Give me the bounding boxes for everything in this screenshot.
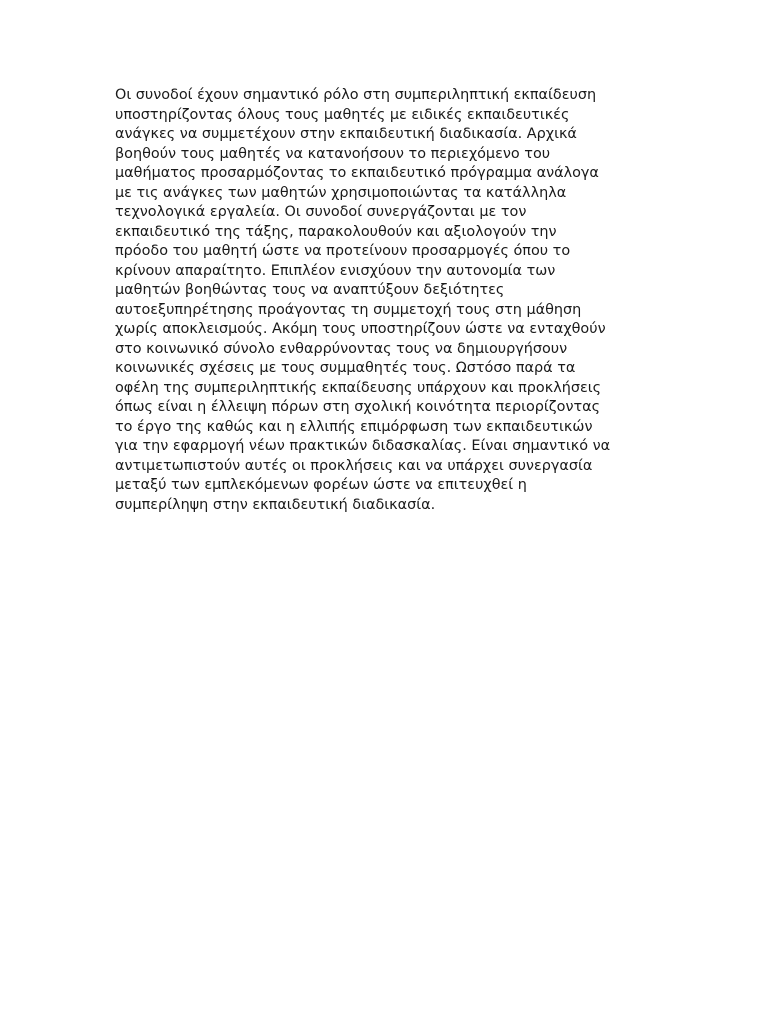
paragraph-line: μαθήματος προσαρμόζοντας το εκπαιδευτικό πρόγραμμα ανάλογα (115, 165, 599, 181)
paragraph-line: Οι συνοδοί έχουν σημαντικό ρόλο στη συμπεριληπτική εκπαίδευση (115, 87, 597, 103)
paragraph-line: στο κοινωνικό σύνολο ενθαρρύνοντας τους να δημιουργήσουν (115, 340, 568, 357)
paragraph-line: μαθητών βοηθώντας τους να αναπτύξουν δεξιότητες (115, 282, 505, 298)
paragraph-line: κοινωνικές σχέσεις με τους συμμαθητές τους. Ωστόσο παρά τα (115, 360, 576, 376)
paragraph-line: αυτοεξυπηρέτησης προάγοντας τη συμμετοχή τους στη μάθηση (115, 301, 582, 318)
paragraph-line: αντιμετωπιστούν αυτές οι προκλήσεις και να υπάρχει συνεργασία (115, 457, 593, 474)
paragraph-line: τεχνολογικά εργαλεία. Οι συνοδοί συνεργάζονται με τον (115, 204, 527, 220)
paragraph-line: με τις ανάγκες των μαθητών χρησιμοποιώντας τα κατάλληλα (115, 184, 567, 201)
paragraph-line: όπως είναι η έλλειψη πόρων στη σχολική κοινότητα περιορίζοντας (115, 399, 601, 415)
paragraph-line: βοηθούν τους μαθητές να κατανοήσουν το περιεχόμενο του (115, 145, 551, 162)
paragraph-line: πρόοδο του μαθητή ώστε να προτείνουν προσαρμογές όπου το (115, 243, 571, 259)
paragraph-line: μεταξύ των εμπλεκόμενων φορέων ώστε να επιτευχθεί η (115, 477, 527, 493)
paragraph-line: ανάγκες να συμμετέχουν στην εκπαιδευτική διαδικασία. Αρχικά (115, 126, 577, 142)
paragraph-line: υποστηρίζοντας όλους τους μαθητές με ειδικές εκπαιδευτικές (115, 106, 570, 123)
paragraph-line: εκπαιδευτικό της τάξης, παρακολουθούν και αξιολογούν την (115, 223, 557, 240)
paragraph-line: κρίνουν απαραίτητο. Επιπλέον ενισχύουν την αυτονομία των (115, 262, 556, 279)
paragraph-line: για την εφαρμογή νέων πρακτικών διδασκαλίας. Είναι σημαντικό να (115, 438, 611, 454)
body-paragraph (115, 86, 655, 515)
paragraph-line: συμπερίληψη στην εκπαιδευτική διαδικασία. (115, 496, 436, 513)
paragraph-line: το έργο της καθώς και η ελλιπής επιμόρφωση των εκπαιδευτικών (115, 418, 593, 435)
paragraph-line: οφέλη της συμπεριληπτικής εκπαίδευσης υπάρχουν και προκλήσεις (115, 379, 602, 396)
paragraph-line: χωρίς αποκλεισμούς. Ακόμη τους υποστηρίζουν ώστε να ενταχθούν (115, 321, 606, 337)
